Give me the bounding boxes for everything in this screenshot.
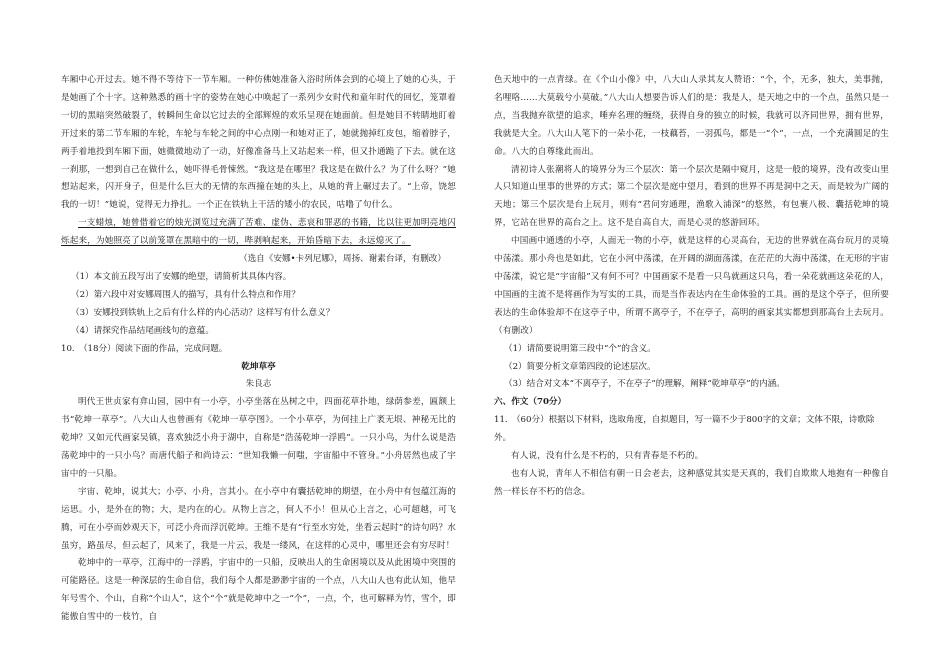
essay-paragraph-1: 明代王世贞家有弇山园，园中有一小亭，小亭坐落在丛树之中，四面花草扑地，绿荫参差，匾额上书“乾坤一草亭”。八大山人也曾画有《乾坤一草亭图》。一个小草亭，为何挂上广袤无垠、神秘无比的乾坤？又如元代画家吴镇，喜欢独泛小舟于湖中，自称是“浩荡乾坤一浮鸥”。一只小鸟，为什么说是浩荡乾坤中的一只小鸟？而唐代船子和尚诗云：“世知我懒一何嗤，宇宙船中不管身。”小舟居然也成了宇宙中的一只船。 [61, 397, 456, 479]
question-9-2: （2）第六段中对安娜周围人的描写，具有什么特点和作用？ [71, 289, 300, 300]
left-column [61, 72, 456, 627]
question-10-2: （2）简要分析文章第四段的论述层次。 [504, 361, 656, 372]
source-note: （选自《安娜•卡列尼娜》，周扬、谢素台译，有删改） [238, 254, 446, 265]
essay-paragraph-5: 中国画中通透的小亭，人面无一物的小亭，就是这样的心灵高台，无边的世界就在高台玩月的灵境中荡漾。那小舟也是如此，它在小河中荡漾，在开阔的湖面荡漾，在茫茫的大海中荡漾，在无形的宇宙中荡漾，说它是“宇宙船”又有何不可？中国画家不是看一只鸟就画这只鸟，看一朵花就画这朵花的人，中国画的主流不是将画作为写实的工具，而是当作表达内在生命体验的工具。画的是这个亭子，但所要表达的生命体验却不在这亭子中，所谓不离亭子，不在亭子，高明的画家其实都想到那高台上去玩月。（有删改） [494, 236, 889, 336]
prompt-line-2: 也有人说，青年人不相信有朝一日会老去，这种感觉其实是天真的，我们自欺欺人地抱有一种像自然一样长存不朽的信念。 [494, 468, 889, 497]
story-paragraph-underlined: 一支蜡烛，她曾借着它的烛光浏览过充满了苦难、虚伪、悲哀和罪恶的书籍，比以往更加明亮地闪烁起来，为她照亮了以前笼罩在黑暗中的一切，哔剥响起来，开始昏暗下去，永远熄灭了。 [61, 218, 456, 247]
question-9-1: （1）本文前五段写出了安娜的绝望，请简析其具体内容。 [71, 271, 292, 282]
essay-paragraph-2: 宇宙、乾坤，说其大；小亭、小舟，言其小。在小亭中有囊括乾坤的期望，在小舟中有包蕴江海的运思。小，是外在的物；大，是内在的心。从物上言之，何人不小！但从心上言之，心可超越，可飞腾，可在小亭而妙观天下，可泛小舟而浮沉乾坤。王维不是有“行至水穷处，坐看云起时”的诗句吗？水虽穷，路虽尽，但云起了，风来了，我是一片云，我是一缕风，在这样的心灵中，哪里还会有穷尽时！ [61, 486, 456, 551]
right-column [494, 72, 889, 502]
section-6-heading: 六、作文（70分） [494, 397, 567, 408]
question-10-1: （1）请简要说明第三段中“个”的含义。 [504, 343, 656, 354]
essay-paragraph-3: 乾坤中的一草亭，江海中的一浮鸥，宇宙中的一只船，反映出人的生命困境以及从此困境中突围的可能路径。这是一种深层的生命自信，我们每个人都是渺渺宇宙的一个点，八大山人也有此认知，他早年号雪个、个山，自称“个山人”，这个“个”就是乾坤中之一“个”，一点，个，也可解释为竹，雪个，即能傲自雪中的一枝竹，自 [61, 558, 456, 623]
essay-paragraph-3-cont: 色天地中的一点青绿。在《个山小像》中，八大山人录其友人赞语：“个，个，无多，独大，美事抛，名哩咯……大莫载兮小莫破。”八大山人想要告诉人们的是：我是人，是天地之中的一个点，虽然只是一点，当我抛弃欲望的追求，唾弃名理的缠绕，获得自身的独立的时候，我就可以齐同世界，拥有世界，我就是大全。八大山人笔下的一朵小花，一枝藕苔，一羽孤鸟，都是一“个”，一点，一个充满圆足的生命。八大的自尊缘此而出。 [494, 75, 889, 157]
essay-title: 乾坤草亭 [241, 361, 276, 372]
question-10-header: 10. （18分）阅读下面的作品，完成问题。 [61, 343, 228, 354]
question-11-header: 11. （60分）根据以下材料，选取角度，自拟题目，写一篇不少于800字的文章；文体不限，诗歌除外。 [494, 415, 875, 444]
question-10-3: （3）结合对文本“不离亭子，不在亭子”的理解，阐释“乾坤草亭”的内涵。 [504, 379, 785, 390]
prompt-line-1: 有人说，没有什么是不朽的，只有青春是不朽的。 [511, 451, 704, 462]
essay-paragraph-4: 清初诗人张潮将人的境界分为三个层次：第一个层次是隔中窥月，这是一般的境界，没有改变山里人只知道山里事的世界的方式；第二个层次是庭中望月，看到的世界不再是洞中之天，而是较为广阔的天地；第三个层次是台上玩月，则有“君问穷通理，渔歌入浦深”的悠然，有包裹八极、囊括乾坤的境界，它站在世界的高台之上。这不是自高自大，而是心灵的悠游回环。 [494, 164, 889, 229]
story-paragraph-1: 车厢中心开过去。她不得不等待下一节车厢。一种仿佛她准备入浴时所体会到的心境上了她的心头，于是她画了个十字。这种熟悉的画十字的姿势在她心中唤起了一系列少女时代和童年时代的回忆，笼罩着一切的黑暗突然破裂了，转瞬间生命以它过去的全部辉煌的欢乐呈现在她面前。但是她目不转睛地盯着开过来的第二节车厢的车轮，车轮与车轮之间的中心点刚一和她对正了，她就抛掉红皮包，缩着脖子，两手着地投到车厢下面，她微微地动了一动，好像准备马上又站起来一样，但又扑通跪了下去。就在这一刹那，一想到自己在做什么，她吓得毛骨悚然。“我这是在哪里？我这是在做什么？为了什么呀？”她想站起来，闪开身子，但是什么巨大的无情的东西撞在她的头上，从她的背上碾过去了。“上帝，饶恕我的一切！”她说，觉得无力挣扎。一个正在铁轨上干活的矮小的农民，咕噜了句什么。 [61, 75, 456, 211]
question-9-3: （3）安娜投到铁轨上之后有什么样的内心活动？这样写有什么意义？ [71, 307, 335, 318]
question-9-4: （4）请探究作品结尾画线句的意蕴。 [71, 325, 214, 336]
essay-author: 朱良志 [245, 379, 272, 390]
